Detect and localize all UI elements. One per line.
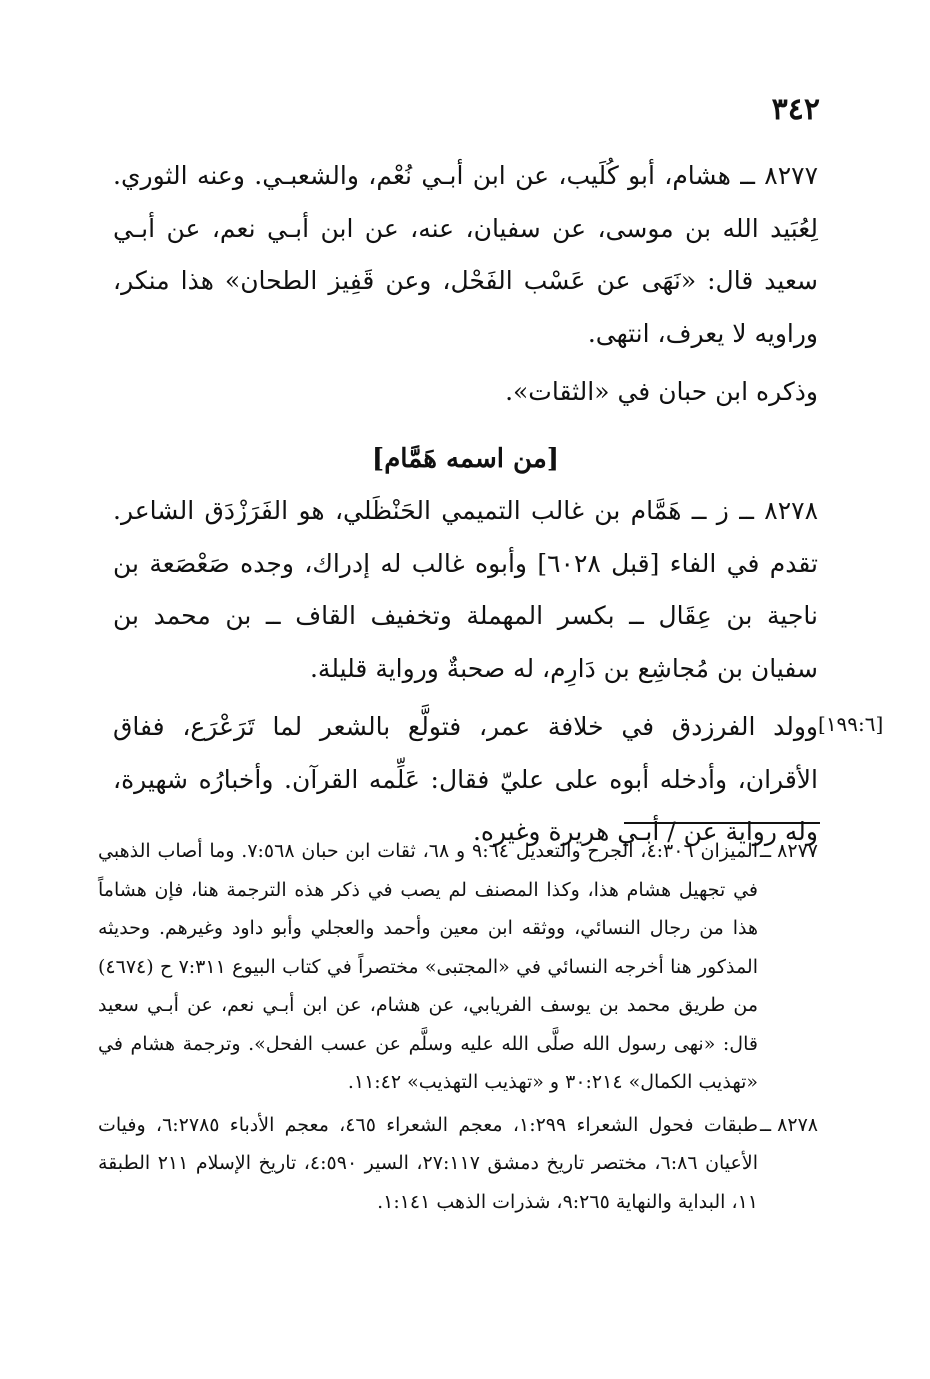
entry-8278-continuation: وولد الفرزدق في خلافة عمر، فتولَّع بالشعر لما تَرَعْرَع، ففاق الأقران، وأدخله أبوه على عليّ فقال: عَلِّمه القرآن. وأخبارُه شهيرة، وله رواية عن / أبـي هريرة وغيره. bbox=[113, 712, 819, 846]
footnote-text: طبقات فحول الشعراء ١:٢٩٩، معجم الشعراء ٤٦٥، معجم الأدباء ٦:٢٧٨٥، وفيات الأعيان ٦:٨٦، مختصر تاريخ دمشق ٢٧:١١٧، السير ٤:٥٩٠، تاريخ الإسلام ٢١١ الطبقة ١١، البداية والنهاية ٩:٢٦٥، شذرات الذهب ١:١٤١. bbox=[98, 1113, 759, 1213]
entry-8278: ٨٢٧٨ ــ ز ــ هَمَّام بن غالب التميمي الحَنْظَلي، هو الفَرَزْدَق الشاعر. تقدم في الفاء [قبل ٦٠٢٨] وأبوه غالب له إدراك، وجده صَعْصَعة بن ناجية بن عِقَال ــ بكسر المهملة وتخفيف القاف ــ بن محمد بن سفيان بن مُجاشِع بن دَارِم، له صحبةٌ ورواية قليلة. bbox=[113, 496, 819, 683]
footnote-text: الميزان ٤:٣٠٦، الجرح والتعديل ٩:٦٤ و ٦٨، ثقات ابن حبان ٧:٥٦٨. وما أصاب الذهبي في تجهيل هشام هذا، وكذا المصنف لم يصب في ذكر هذه الترجمة هنا، فإن هشاماً هذا من رجال النسائي، ووثقه ابن معين وأحمد والعجلي وأبو داود وغيرهم. وحديثه المذكور هنا أخرجه النسائي في «المجتبى» مختصراً في كتاب البيوع ٧:٣١١ ح (٤٦٧٤) من طريق محمد بن يوسف الفريابي، عن هشام، عن ابن أبـي نعم، عن أبـي سعيد قال: «نهى رسول الله صلَّى الله عليه وسلَّم عن عسب الفحل». وترجمة هشام في «تهذيب الكمال» ٣٠:٢١٤ و «تهذيب التهذيب» ١١:٤٢. bbox=[98, 840, 758, 1093]
footnote-number: ٨٢٧٧ ــ bbox=[759, 840, 818, 862]
entry-8277-note: وذكره ابن حبان في «الثقات». bbox=[505, 377, 818, 406]
footnote-8277 bbox=[98, 832, 818, 1102]
footnote-number: ٨٢٧٨ ــ bbox=[759, 1113, 818, 1136]
main-text bbox=[113, 150, 818, 859]
footnote-8278 bbox=[98, 1106, 818, 1222]
margin-reference: [١٩٩:٦] bbox=[818, 712, 884, 736]
section-heading: [من اسمه هَمَّام] bbox=[371, 443, 560, 474]
entry-8277: ٨٢٧٧ ــ هشام، أبو كُلَيب، عن ابن أبـي نُعْم، والشعبـي. وعنه الثوري. لِعُبَيد الله بن موسى، عن سفيان، عنه، عن ابن أبـي نعم، عن أبـي سعيد قال: «نَهَى عن عَسْب الفَحْل، وعن قَفِيز الطحان» هذا منكر، وراويه لا يعرف، انتهى. bbox=[113, 161, 818, 348]
footnote-divider bbox=[624, 822, 820, 824]
footnotes bbox=[98, 832, 818, 1225]
page-number: ٣٤٢ bbox=[771, 92, 820, 127]
